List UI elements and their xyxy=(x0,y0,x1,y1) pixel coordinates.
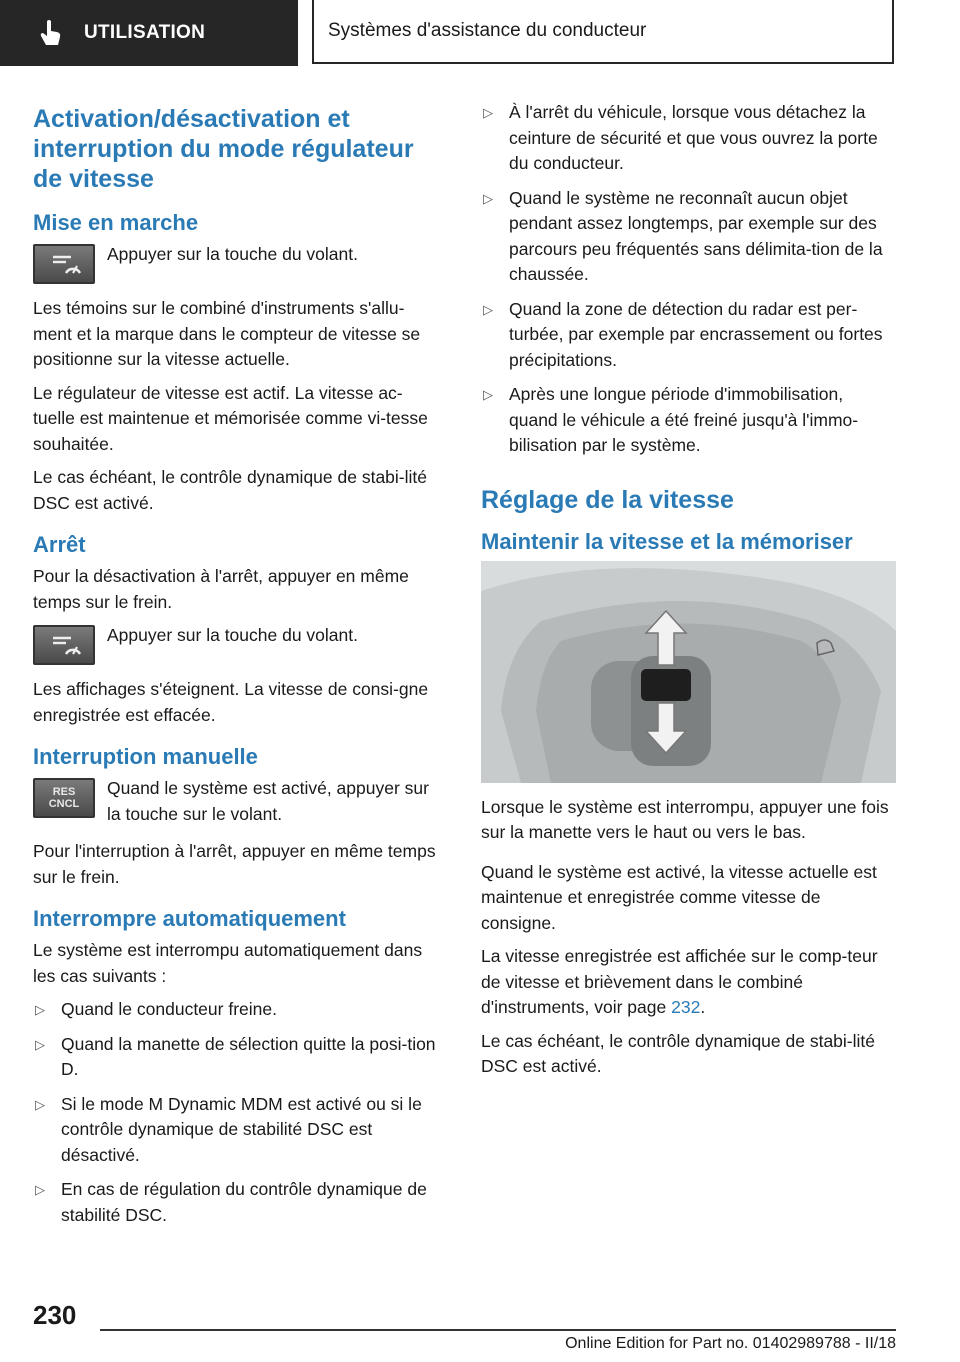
list-item: ▷ Quand la manette de sélection quitte la posi-tion D. xyxy=(35,1033,436,1079)
icon-text-off: Appuyer sur la touche du volant. xyxy=(107,625,358,645)
list-item: ▷ À l'arrêt du véhicule, lorsque vous détachez la ceinture de sécurité et que vous ouvrez la porte du conducteur. xyxy=(483,102,878,173)
paragraph-with-link: La vitesse enregistrée est affichée sur le comp-teur de vitesse et brièvement dans le combiné d'instruments, voir page 232. xyxy=(481,946,878,1017)
triangle-bullet-icon: ▷ xyxy=(35,1096,45,1112)
paragraph: Le cas échéant, le contrôle dynamique de stabi-lité DSC est activé. xyxy=(481,1030,875,1076)
section-title-speed: Réglage de la vitesse xyxy=(481,485,734,514)
list-item: ▷ En cas de régulation du contrôle dynamique de stabilité DSC. xyxy=(35,1179,427,1225)
chapter-tab[interactable] xyxy=(0,0,298,66)
button-label-cncl: CNCL xyxy=(48,798,80,810)
auto-interrupt-list xyxy=(33,997,441,1228)
paragraph: Lorsque le système est interrompu, appuyer une fois sur la manette vers le haut ou vers le bas. xyxy=(481,796,889,842)
icon-row-off xyxy=(33,623,441,665)
paragraph: Les témoins sur le combiné d'instruments s'allu-ment et la marque dans le compteur de vitesse se positionne sur la vitesse actuelle. xyxy=(33,298,421,369)
page-link[interactable]: 232 xyxy=(671,997,701,1017)
heading-on: Mise en marche xyxy=(33,210,199,235)
chapter-label: UTILISATION xyxy=(84,22,206,43)
list-item: ▷ Quand la zone de détection du radar est per-turbée, par exemple par encrassement ou fortes précipitations. xyxy=(483,298,883,370)
triangle-bullet-icon: ▷ xyxy=(35,1002,45,1017)
triangle-bullet-icon: ▷ xyxy=(483,301,493,317)
paragraph: Le cas échéant, le contrôle dynamique de stabi-lité DSC est activé. xyxy=(33,467,427,513)
paragraph: Pour l'interruption à l'arrêt, appuyer en même temps sur le frein. xyxy=(33,841,436,887)
paragraph: Pour la désactivation à l'arrêt, appuyer en même temps sur le frein. xyxy=(33,566,409,612)
cruise-control-button-icon xyxy=(33,244,95,284)
triangle-bullet-icon: ▷ xyxy=(35,1036,45,1052)
right-column xyxy=(481,100,896,1088)
cruise-control-button-icon xyxy=(33,625,95,665)
triangle-bullet-icon: ▷ xyxy=(483,387,493,402)
hand-pointer-icon xyxy=(38,19,64,47)
icon-row-manual xyxy=(33,776,441,827)
list-item: ▷ Après une longue période d'immobilisation, quand le véhicule a été freiné jusqu'à l'immo-bilisation par le système. xyxy=(483,384,859,455)
triangle-bullet-icon: ▷ xyxy=(483,190,493,206)
paragraph: Quand le système est activé, la vitesse actuelle est maintenue et enregistrée comme vitesse de consigne. xyxy=(481,861,877,933)
paragraph: Le régulateur de vitesse est actif. La vitesse ac-tuelle est maintenue et mémorisée comme vi-tesse souhaitée. xyxy=(33,382,428,454)
list-item: ▷ Quand le conducteur freine. xyxy=(33,997,441,1023)
button-label-res: RES xyxy=(52,786,76,798)
section-title: Activation/désactivation et interruption du mode régulateur de vitesse xyxy=(33,105,414,193)
list-item: ▷ Si le mode M Dynamic MDM est activé ou si le contrôle dynamique de stabilité DSC est désactivé. xyxy=(35,1093,422,1165)
section-tab[interactable] xyxy=(312,0,894,64)
auto-interrupt-list-continued xyxy=(481,100,896,459)
footer-divider xyxy=(100,1329,896,1331)
triangle-bullet-icon: ▷ xyxy=(483,105,493,120)
triangle-bullet-icon: ▷ xyxy=(35,1182,45,1197)
page-header xyxy=(0,0,960,66)
icon-text-manual: Quand le système est activé, appuyer sur la touche sur le volant. xyxy=(107,778,429,824)
heading-maintain: Maintenir la vitesse et la mémoriser xyxy=(481,528,853,554)
paragraph: Les affichages s'éteignent. La vitesse de consi-gne enregistrée est effacée. xyxy=(33,679,429,725)
left-column xyxy=(33,100,441,1237)
section-label: Systèmes d'assistance du conducteur xyxy=(328,20,647,41)
res-cncl-button-icon xyxy=(33,778,95,818)
paragraph: Le système est interrompu automatiquement dans les cas suivants : xyxy=(33,940,423,986)
heading-off: Arrêt xyxy=(33,532,86,557)
steering-wheel-lever-illustration xyxy=(481,561,896,783)
footer-edition: Online Edition for Part no. 01402989788 - II/18 xyxy=(565,1335,896,1352)
icon-text-on: Appuyer sur la touche du volant. xyxy=(107,244,358,264)
list-item: ▷ Quand le système ne reconnaît aucun objet pendant assez longtemps, par exemple sur des parcours peu fréquentés sans délimita-tion de la chaussée. xyxy=(483,187,883,284)
icon-row-on xyxy=(33,242,441,284)
heading-auto: Interrompre automatiquement xyxy=(33,906,346,931)
heading-manual: Interruption manuelle xyxy=(33,744,258,769)
page-number: 230 xyxy=(33,1300,77,1330)
